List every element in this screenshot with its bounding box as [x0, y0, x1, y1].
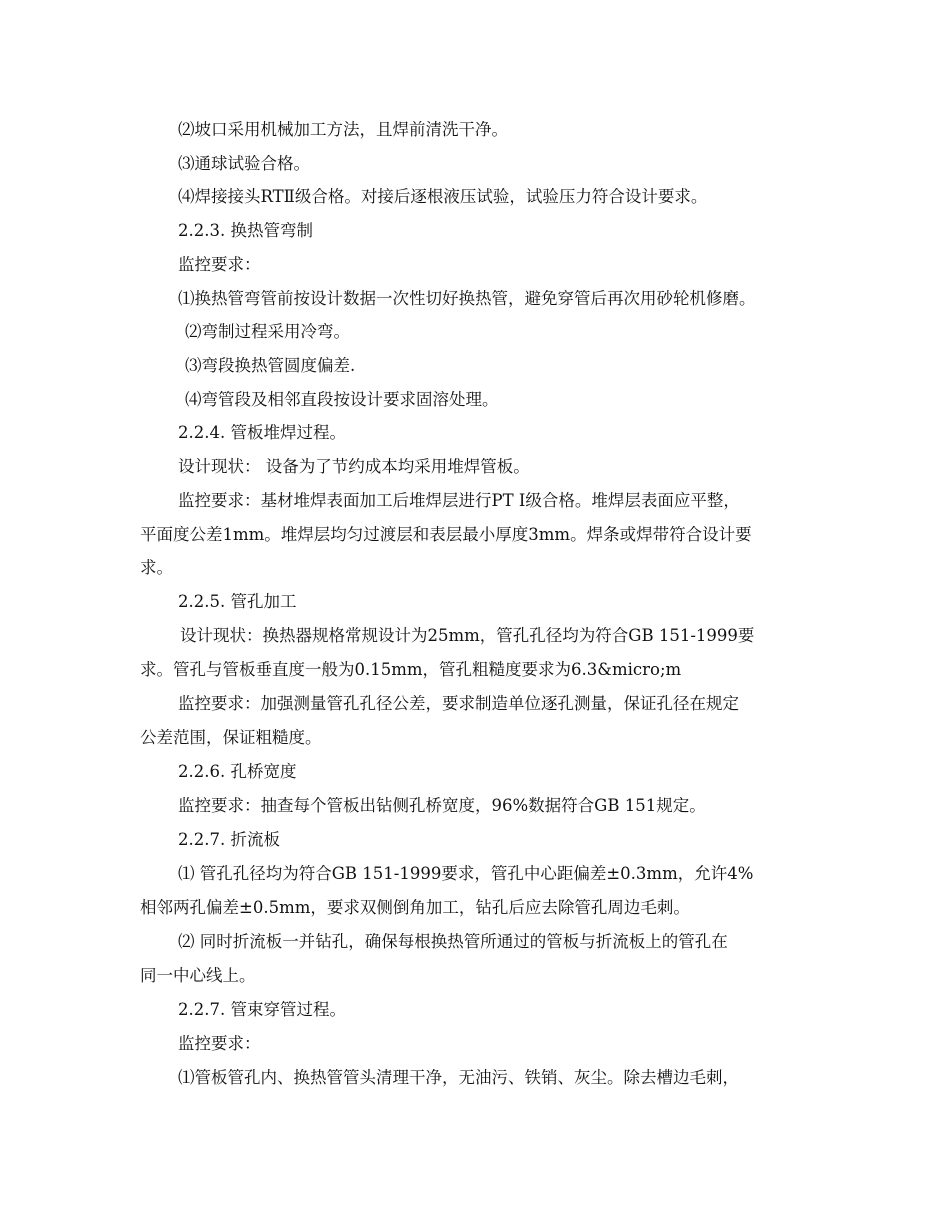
text-line: 监控要求：加强测量管孔孔径公差，要求制造单位逐孔测量，保证孔径在规定	[178, 694, 739, 713]
text-line: 相邻两孔偏差±0.5mm，要求双侧倒角加工，钻孔后应去除管孔周边毛刺。	[140, 898, 690, 917]
section-heading: 2.2.3. 换热管弯制	[178, 221, 313, 240]
text-line: 监控要求：	[178, 1034, 261, 1053]
text-line: ⑷弯管段及相邻直段按设计要求固溶处理。	[185, 390, 499, 409]
section-heading: 2.2.6. 孔桥宽度	[178, 762, 297, 781]
text-line: ⑴管板管孔内、换热管管头清理干净，无油污、铁销、灰尘。除去槽边毛刺，	[178, 1068, 739, 1087]
section-heading: 2.2.5. 管孔加工	[178, 592, 297, 611]
text-line: 监控要求：基材堆焊表面加工后堆焊层进行PT Ⅰ级合格。堆焊层表面应平整，	[178, 491, 740, 510]
text-line: 公差范围，保证粗糙度。	[140, 728, 322, 747]
text-line: ⑵弯制过程采用冷弯。	[185, 322, 350, 341]
text-line: ⑷焊接接头RTⅡ级合格。对接后逐根液压试验，试验压力符合设计要求。	[178, 187, 708, 206]
section-heading: 2.2.7. 管束穿管过程。	[178, 1000, 346, 1019]
text-line: 平面度公差1mm。堆焊层均匀过渡层和表层最小厚度3mm。焊条或焊带符合设计要	[140, 525, 752, 544]
text-line: 同一中心线上。	[140, 966, 256, 985]
text-line: 监控要求：	[178, 255, 261, 274]
text-line: ⑴换热管弯管前按设计数据一次性切好换热管，避免穿管后再次用砂轮机修磨。	[178, 289, 756, 308]
text-line: ⑵坡口采用机械加工方法，且焊前清洗干净。	[178, 120, 508, 139]
text-line: ⑶弯段换热管圆度偏差.	[185, 356, 356, 375]
text-line: ⑶通球试验合格。	[178, 154, 310, 173]
text-line: 求。	[140, 558, 173, 577]
text-line: 设计现状：换热器规格常规设计为25mm，管孔孔径均为符合GB 151-1999要	[180, 626, 755, 645]
text-line: 设计现状： 设备为了节约成本均采用堆焊管板。	[178, 457, 530, 476]
text-line: ⑴ 管孔孔径均为符合GB 151-1999要求，管孔中心距偏差±0.3mm，允许4%	[178, 864, 754, 883]
section-heading: 2.2.7. 折流板	[178, 830, 280, 849]
text-line: 求。管孔与管板垂直度一般为0.15mm，管孔粗糙度要求为6.3&micro;m	[140, 660, 682, 679]
section-heading: 2.2.4. 管板堆焊过程。	[178, 423, 346, 442]
text-line: ⑵ 同时折流板一并钻孔，确保每根换热管所通过的管板与折流板上的管孔在	[178, 932, 728, 951]
text-line: 监控要求：抽查每个管板出钻侧孔桥宽度，96%数据符合GB 151规定。	[178, 796, 706, 815]
